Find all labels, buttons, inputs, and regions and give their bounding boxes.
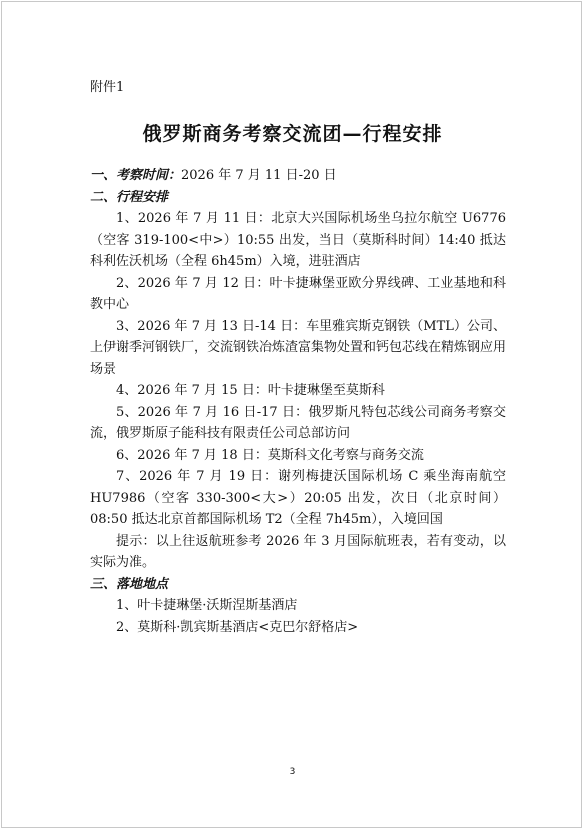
section-time-value: 2026 年 7 月 11 日-20 日 (181, 168, 337, 183)
itinerary-item-7: 7、2026 年 7 月 19 日：谢列梅捷沃国际机场 C 乘坐海南航空 HU7986（空客 330-300<大>）20:05 出发，次日（北京时间）08:50 抵达北京首都国际机场 T2（全程 7h45m），入境回国 (90, 469, 506, 527)
section-itinerary-label: 二、行程安排 (90, 189, 169, 205)
itinerary-item-4: 4、2026 年 7 月 15 日：叶卡捷琳堡至莫斯科 (116, 383, 385, 398)
itinerary-item-6: 6、2026 年 7 月 18 日：莫斯科文化考察与商务交流 (116, 447, 424, 463)
document-title: 俄罗斯商务考察交流团—行程安排 (142, 123, 443, 145)
section-locations-heading (90, 574, 506, 596)
itinerary-item-1: 1、2026 年 7 月 11 日：北京大兴国际机场坐乌拉尔航空 U6776（空客 319-100<中>）10:55 出发，当日（莫斯科时间）14:40 抵达科利佐沃机场（全程 6h45m）入境，进驻酒店 (90, 211, 506, 269)
document-body (90, 165, 506, 638)
section-time (90, 165, 506, 187)
section-time-label: 一、考察时间： (90, 168, 182, 183)
attachment-label: 附件1 (90, 80, 125, 95)
itinerary-item-2: 2、2026 年 7 月 12 日：叶卡捷琳堡亚欧分界线碑、工业基地和科教中心 (90, 275, 506, 312)
location-item-2: 2、莫斯科·凯宾斯基酒店<克巴尔舒格店> (116, 619, 359, 635)
itinerary-note: 提示：以上往返航班参考 2026 年 3 月国际航班表，若有变动，以实际为准。 (90, 533, 506, 570)
location-item-1: 1、叶卡捷琳堡·沃斯涅斯基酒店 (116, 598, 298, 613)
page-number: 3 (289, 767, 296, 777)
section-itinerary-heading (90, 187, 506, 209)
section-locations-label: 三、落地地点 (90, 576, 169, 592)
itinerary-item-3: 3、2026 年 7 月 13 日-14 日：车里雅宾斯克钢铁（MTL）公司、上伊谢季河钢铁厂，交流钢铁冶炼渣富集物处置和钙包芯线在精炼钢应用场景 (90, 318, 507, 377)
itinerary-item-5: 5、2026 年 7 月 16 日-17 日：俄罗斯凡特包芯线公司商务考察交流，俄罗斯原子能科技有限责任公司总部访问 (90, 404, 506, 441)
